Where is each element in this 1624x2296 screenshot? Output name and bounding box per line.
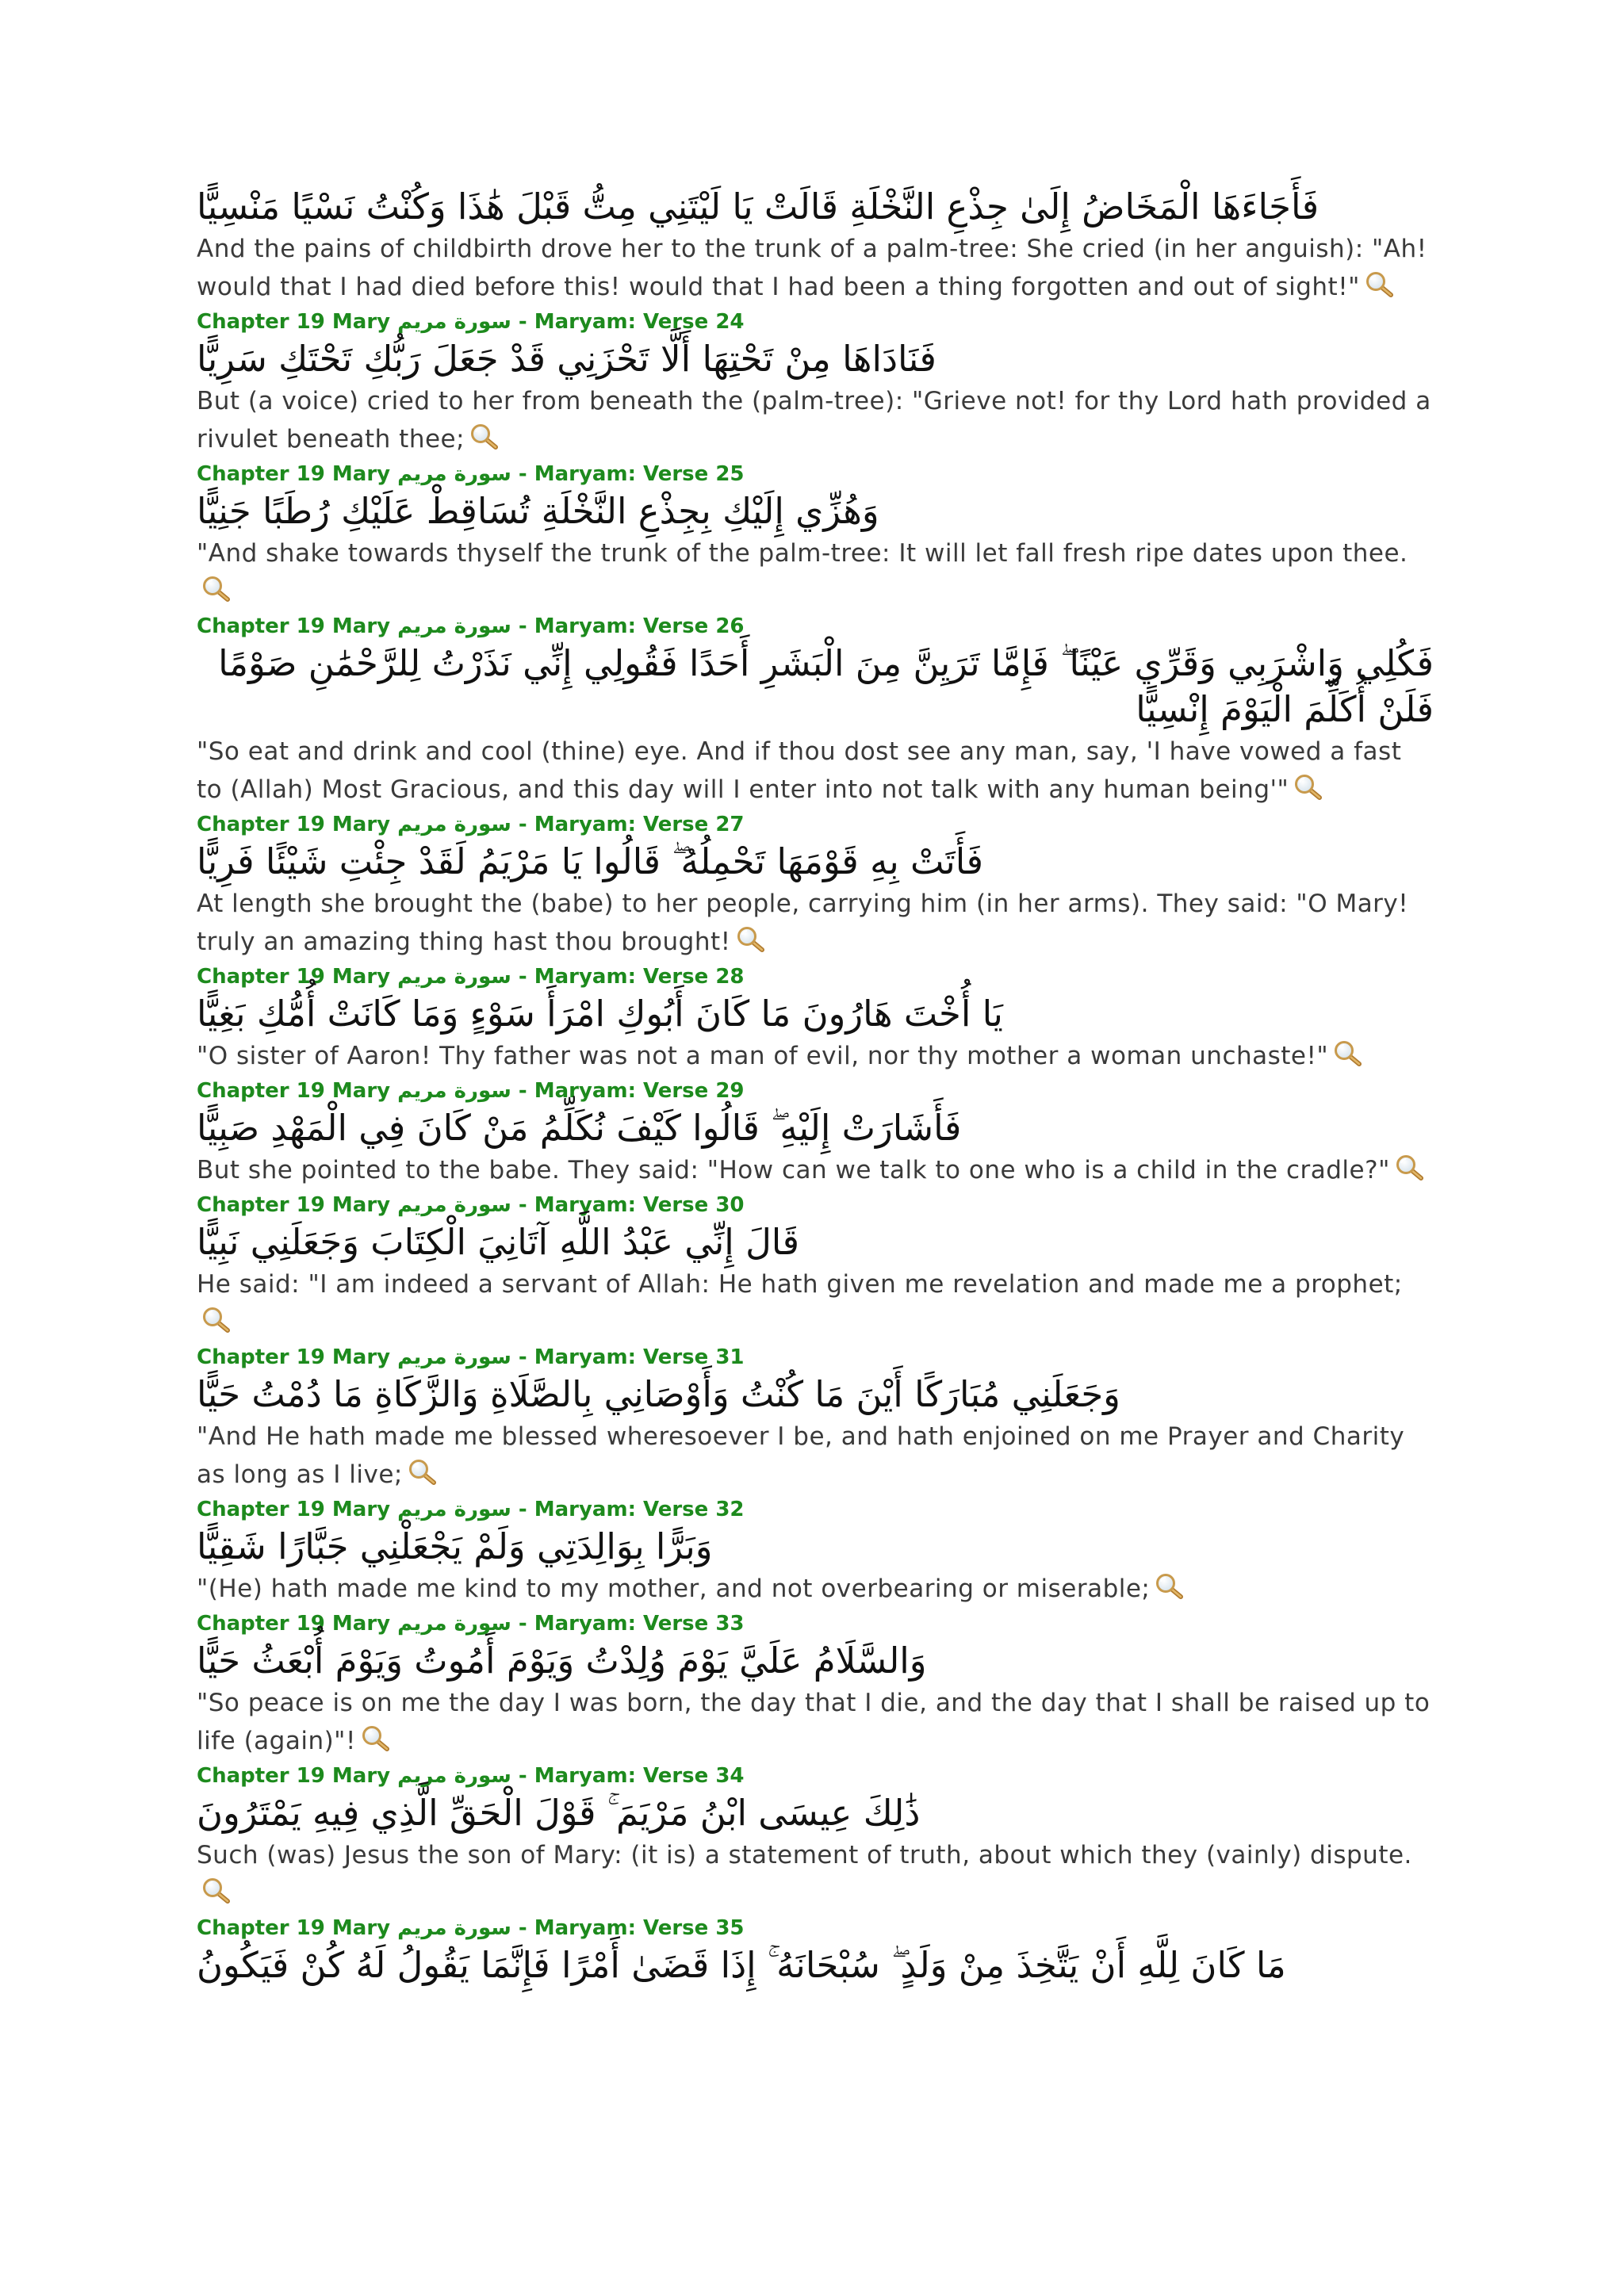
heading-chapter: Chapter 19 Mary	[197, 1079, 398, 1103]
magnifier-icon[interactable]	[1365, 271, 1395, 298]
heading-chapter: Chapter 19 Mary	[197, 1345, 398, 1369]
translation-text: At length she brought the (babe) to her people, carrying him (in her arms). They said: "O Mary! truly an amazing thing hast thou brought!	[197, 890, 1409, 956]
verse-heading[interactable]	[197, 308, 1434, 336]
heading-surah-arabic: سورة مريم	[397, 1193, 511, 1217]
arabic-verse-row	[197, 1790, 1434, 1836]
magnifier-icon[interactable]	[1395, 1154, 1425, 1181]
verse-block	[197, 1077, 1434, 1189]
heading-verse-number: - Maryam: Verse 25	[511, 462, 745, 486]
heading-verse-number: - Maryam: Verse 29	[511, 1079, 745, 1103]
verse-heading[interactable]	[197, 1343, 1434, 1372]
arabic-verse-text: فَأَجَاءَهَا الْمَخَاضُ إِلَىٰ جِذْعِ النَّخْلَةِ قَالَتْ يَا لَيْتَنِي مِتُّ قَبْلَ هَٰذَا وَكُنْتُ نَسْيًا مَنْسِيًّا	[197, 186, 1320, 228]
arabic-verse-text: فَأَشَارَتْ إِلَيْهِ ۖ قَالُوا كَيْفَ نُكَلِّمُ مَنْ كَانَ فِي الْمَهْدِ صَبِيًّا	[197, 1107, 962, 1149]
heading-surah-arabic: سورة مريم	[397, 614, 511, 638]
verse-translation	[197, 1570, 1434, 1608]
verse-heading[interactable]	[197, 460, 1434, 488]
verse-translation	[197, 1836, 1434, 1912]
verse-heading[interactable]	[197, 810, 1434, 839]
arabic-verse-text: مَا كَانَ لِلَّهِ أَنْ يَتَّخِذَ مِنْ وَلَدٍ ۖ سُبْحَانَهُ ۚ إِذَا قَضَىٰ أَمْرًا فَإِنَّمَا يَقُولُ لَهُ كُنْ فَيَكُونُ	[197, 1944, 1286, 1986]
arabic-verse-row	[197, 1942, 1434, 1988]
verse-heading[interactable]	[197, 1077, 1434, 1105]
translation-text: He said: "I am indeed a servant of Allah: He hath given me revelation and made me a prophet;	[197, 1270, 1403, 1299]
translation-text: And the pains of childbirth drove her to the trunk of a palm-tree: She cried (in her anguish): "Ah! would that I had died before this! would that I had been a thing forgotten and out of sight!"	[197, 235, 1427, 301]
heading-chapter: Chapter 19 Mary	[197, 1612, 398, 1636]
heading-surah-arabic: سورة مريم	[397, 462, 511, 486]
magnifier-icon[interactable]	[201, 1877, 232, 1904]
heading-verse-number: - Maryam: Verse 27	[511, 813, 745, 836]
verse-block	[197, 612, 1434, 809]
heading-surah-arabic: سورة مريم	[397, 1345, 511, 1369]
verse-translation	[197, 1037, 1434, 1075]
magnifier-icon[interactable]	[1155, 1573, 1185, 1600]
heading-verse-number: - Maryam: Verse 28	[511, 965, 745, 989]
magnifier-icon[interactable]	[201, 1307, 232, 1334]
arabic-verse-row	[197, 1372, 1434, 1418]
verse-translation	[197, 382, 1434, 458]
arabic-verse-row	[197, 991, 1434, 1037]
arabic-verse-row	[197, 336, 1434, 382]
arabic-verse-text: يَا أُخْتَ هَارُونَ مَا كَانَ أَبُوكِ امْرَأَ سَوْءٍ وَمَا كَانَتْ أُمُّكِ بَغِيًّا	[197, 993, 1003, 1035]
arabic-verse-text: فَأَتَتْ بِهِ قَوْمَهَا تَحْمِلُهُ ۖ قَالُوا يَا مَرْيَمُ لَقَدْ جِئْتِ شَيْئًا فَرِيًّا	[197, 840, 983, 882]
heading-verse-number: - Maryam: Verse 34	[511, 1764, 745, 1788]
verse-translation	[197, 1151, 1434, 1189]
translation-text: But she pointed to the babe. They said: "How can we talk to one who is a child in the cradle?"	[197, 1156, 1390, 1184]
heading-verse-number: - Maryam: Verse 26	[511, 614, 745, 638]
verse-list	[197, 184, 1434, 1988]
heading-chapter: Chapter 19 Mary	[197, 1764, 398, 1788]
verse-heading[interactable]	[197, 612, 1434, 641]
arabic-verse-row	[197, 839, 1434, 885]
heading-surah-arabic: سورة مريم	[397, 310, 511, 334]
verse-block	[197, 1609, 1434, 1760]
heading-surah-arabic: سورة مريم	[397, 1764, 511, 1788]
verse-translation	[197, 885, 1434, 961]
arabic-verse-row	[197, 1524, 1434, 1570]
magnifier-icon[interactable]	[469, 423, 500, 450]
verse-block	[197, 1495, 1434, 1608]
translation-text: "So peace is on me the day I was born, the day that I die, and the day that I shall be raised up to life (again)"!	[197, 1689, 1431, 1755]
heading-surah-arabic: سورة مريم	[397, 813, 511, 836]
verse-heading[interactable]	[197, 1609, 1434, 1638]
heading-verse-number: - Maryam: Verse 30	[511, 1193, 745, 1217]
translation-text: "O sister of Aaron! Thy father was not a man of evil, nor thy mother a woman unchaste!"	[197, 1042, 1329, 1070]
heading-surah-arabic: سورة مريم	[397, 1079, 511, 1103]
heading-verse-number: - Maryam: Verse 35	[511, 1916, 745, 1940]
heading-verse-number: - Maryam: Verse 24	[511, 310, 745, 334]
arabic-verse-row	[197, 1638, 1434, 1684]
arabic-verse-row	[197, 1105, 1434, 1151]
arabic-verse-text: وَبَرًّا بِوَالِدَتِي وَلَمْ يَجْعَلْنِي جَبَّارًا شَقِيًّا	[197, 1525, 713, 1567]
verse-translation	[197, 1418, 1434, 1494]
verse-heading[interactable]	[197, 1191, 1434, 1219]
heading-verse-number: - Maryam: Verse 31	[511, 1345, 745, 1369]
magnifier-icon[interactable]	[201, 576, 232, 603]
verse-block	[197, 1343, 1434, 1494]
verse-heading[interactable]	[197, 1762, 1434, 1790]
heading-surah-arabic: سورة مريم	[397, 1916, 511, 1940]
translation-text: "(He) hath made me kind to my mother, and not overbearing or miserable;	[197, 1575, 1151, 1603]
verse-heading[interactable]	[197, 962, 1434, 991]
heading-chapter: Chapter 19 Mary	[197, 813, 398, 836]
verse-block	[197, 184, 1434, 306]
verse-translation	[197, 733, 1434, 809]
translation-text: But (a voice) cried to her from beneath the (palm-tree): "Grieve not! for thy Lord hath provided a rivulet beneath thee;	[197, 387, 1431, 453]
arabic-verse-text: قَالَ إِنِّي عَبْدُ اللَّهِ آتَانِيَ الْكِتَابَ وَجَعَلَنِي نَبِيًّا	[197, 1221, 799, 1263]
magnifier-icon[interactable]	[408, 1459, 438, 1486]
verse-block	[197, 1914, 1434, 1988]
verse-translation	[197, 1684, 1434, 1760]
arabic-verse-text: وَهُزِّي إِلَيْكِ بِجِذْعِ النَّخْلَةِ تُسَاقِطْ عَلَيْكِ رُطَبًا جَنِيًّا	[197, 490, 879, 532]
magnifier-icon[interactable]	[1333, 1040, 1363, 1067]
verse-block	[197, 962, 1434, 1075]
magnifier-icon[interactable]	[1293, 774, 1323, 801]
heading-surah-arabic: سورة مريم	[397, 1498, 511, 1521]
arabic-verse-text: وَالسَّلَامُ عَلَيَّ يَوْمَ وُلِدْتُ وَيَوْمَ أَمُوتُ وَيَوْمَ أُبْعَثُ حَيًّا	[197, 1640, 927, 1682]
arabic-verse-text: فَنَادَاهَا مِنْ تَحْتِهَا أَلَّا تَحْزَنِي قَدْ جَعَلَ رَبُّكِ تَحْتَكِ سَرِيًّا	[197, 338, 936, 380]
arabic-verse-row	[197, 184, 1434, 230]
verse-block	[197, 308, 1434, 458]
heading-chapter: Chapter 19 Mary	[197, 1916, 398, 1940]
arabic-verse-row	[197, 641, 1434, 733]
heading-chapter: Chapter 19 Mary	[197, 965, 398, 989]
verse-block	[197, 810, 1434, 961]
verse-translation	[197, 1265, 1434, 1341]
translation-text: "So eat and drink and cool (thine) eye. And if thou dost see any man, say, 'I have vowed a fast to (Allah) Most Gracious, and this day will I enter into not talk with any human being'"	[197, 737, 1402, 804]
translation-text: "And He hath made me blessed wheresoever I be, and hath enjoined on me Prayer and Charity as long as I live;	[197, 1422, 1405, 1489]
arabic-verse-row	[197, 1219, 1434, 1265]
heading-surah-arabic: سورة مريم	[397, 965, 511, 989]
arabic-verse-text: ذَٰلِكَ عِيسَى ابْنُ مَرْيَمَ ۚ قَوْلَ الْحَقِّ الَّذِي فِيهِ يَمْتَرُونَ	[197, 1792, 921, 1834]
verse-translation	[197, 534, 1434, 610]
verse-block	[197, 1191, 1434, 1341]
verse-translation	[197, 230, 1434, 306]
heading-chapter: Chapter 19 Mary	[197, 614, 398, 638]
magnifier-icon[interactable]	[361, 1725, 391, 1752]
heading-chapter: Chapter 19 Mary	[197, 462, 398, 486]
heading-verse-number: - Maryam: Verse 33	[511, 1612, 745, 1636]
heading-verse-number: - Maryam: Verse 32	[511, 1498, 745, 1521]
magnifier-icon[interactable]	[736, 926, 766, 953]
verse-heading[interactable]	[197, 1495, 1434, 1524]
heading-chapter: Chapter 19 Mary	[197, 310, 398, 334]
translation-text: Such (was) Jesus the son of Mary: (it is) a statement of truth, about which they (vainly) dispute.	[197, 1841, 1412, 1869]
heading-chapter: Chapter 19 Mary	[197, 1193, 398, 1217]
verse-block	[197, 1762, 1434, 1912]
verse-heading[interactable]	[197, 1914, 1434, 1942]
arabic-verse-text: فَكُلِي وَاشْرَبِي وَقَرِّي عَيْنًا ۖ فَإِمَّا تَرَيِنَّ مِنَ الْبَشَرِ أَحَدًا فَقُولِي إِنِّي نَذَرْتُ لِلرَّحْمَٰنِ صَوْمًا فَلَنْ أُكَلِّمَ الْيَوْمَ إِنْسِيًّا	[218, 642, 1434, 730]
translation-text: "And shake towards thyself the trunk of the palm-tree: It will let fall fresh ripe dates upon thee.	[197, 539, 1408, 568]
heading-chapter: Chapter 19 Mary	[197, 1498, 398, 1521]
arabic-verse-row	[197, 488, 1434, 534]
heading-surah-arabic: سورة مريم	[397, 1612, 511, 1636]
arabic-verse-text: وَجَعَلَنِي مُبَارَكًا أَيْنَ مَا كُنْتُ وَأَوْصَانِي بِالصَّلَاةِ وَالزَّكَاةِ مَا دُمْتُ حَيًّا	[197, 1373, 1120, 1415]
verse-block	[197, 460, 1434, 610]
